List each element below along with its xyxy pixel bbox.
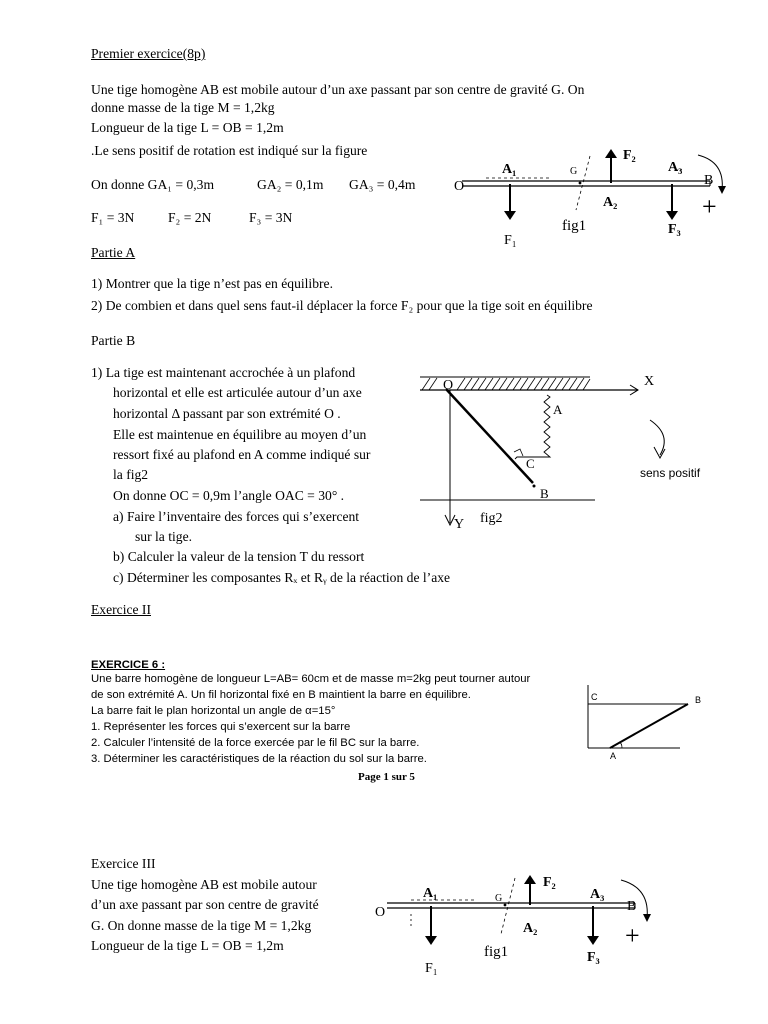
exercise1-title: Premier exercice(8p) (91, 46, 206, 61)
fig3-diagram (365, 862, 665, 980)
exercise3-title: Exercice III (91, 856, 156, 871)
fig2-label-O: O (443, 378, 454, 393)
page-number: Page 1 sur 5 (358, 771, 415, 783)
fig3-label-G: G (495, 893, 503, 904)
fig1-label-B: B (704, 173, 714, 188)
fig3-label-A1: A₁ (423, 886, 438, 901)
ex1-line2: donne masse de la tige M = 1,2kg (91, 100, 275, 115)
fig2-point-B (533, 485, 536, 488)
fig1-label-O: O (454, 179, 465, 194)
partB-b: b) Calculer la valeur de la tension T du ressort (113, 549, 365, 564)
ex1-ga1: On donne GA₁ = 0,3m (91, 177, 215, 192)
fig1-axis-line (576, 156, 590, 210)
fig2-label-C: C (526, 456, 535, 471)
fig1-label-F2: F₂ (623, 148, 636, 163)
ex3-line4: Longueur de la tige L = OB = 1,2m (91, 938, 284, 953)
ex3-line1: Une tige homogène AB est mobile autour (91, 877, 317, 892)
ex6-line3: La barre fait le plan horizontal un angle de α=15° (91, 705, 336, 717)
fig1-label-G: G (570, 166, 578, 177)
ex6-label-A: A (610, 751, 617, 761)
ex3-line2: d’un axe passant par son centre de gravité (91, 897, 319, 912)
fig2-label-A: A (553, 402, 563, 417)
fig1-diagram (440, 140, 740, 255)
fig1-caption: fig1 (562, 218, 587, 234)
ex1-ga2: GA₂ = 0,1m (257, 177, 324, 192)
fig1-label-A2: A₂ (603, 195, 618, 210)
partB-line4: Elle est maintenue en équilibre au moyen d’un (113, 427, 367, 442)
ex1-line4: .Le sens positif de rotation est indiqué sur la figure (91, 143, 368, 158)
ex1-f1: F₁ = 3N (91, 210, 135, 225)
ex1-ga3: GA₃ = 0,4m (349, 177, 416, 192)
fig3-label-F1: F₁ (425, 961, 438, 976)
partB-c: c) Déterminer les composantes Rₓ et Rᵧ de la réaction de l’axe (113, 570, 451, 585)
ex6-figure (580, 680, 710, 765)
fig2-label-Y: Y (454, 517, 465, 532)
partB-a2: sur la tige. (135, 529, 193, 544)
ex6-bar (610, 704, 688, 748)
ex6-q3: 3. Déterminer les caractéristiques de la réaction du sol sur la barre. (91, 753, 427, 765)
partB-line5: ressort fixé au plafond en A comme indiqué sur (113, 447, 371, 462)
fig1-label-F1: F₁ (504, 233, 517, 248)
partA-q1: 1) Montrer que la tige n’est pas en équilibre. (91, 276, 333, 291)
ex3-line3: G. On donne masse de la tige M = 1,2kg (91, 918, 312, 933)
ex1-f2: F₂ = 2N (168, 210, 212, 225)
partB-line7: On donne OC = 0,9m l’angle OAC = 30° . (113, 488, 345, 503)
fig3-caption: fig1 (484, 944, 509, 960)
ex6-line2: de son extrémité A. Un fil horizontal fixé en B maintient la barre en équilibre. (91, 689, 471, 701)
fig1-label-A3: A₃ (668, 160, 683, 175)
fig3-label-F3: F₃ (587, 950, 600, 965)
ex6-label-C: C (591, 692, 598, 702)
fig1-point-G (579, 182, 582, 185)
fig2-label-X: X (644, 374, 655, 389)
ex6-line1: Une barre homogène de longueur L=AB= 60cm et de masse m=2kg peut tourner autour (91, 673, 531, 685)
fig2-rotation-arrow (650, 420, 664, 455)
fig1-plus-sign: + (702, 192, 717, 221)
fig2-diagram (410, 365, 720, 535)
ex1-f3: F₃ = 3N (249, 210, 293, 225)
fig2-rod (446, 389, 533, 483)
fig1-label-F3: F₃ (668, 222, 681, 237)
ex6-label-B: B (695, 695, 702, 705)
exercise2-title: Exercice II (91, 602, 151, 617)
partB-line1: 1) La tige est maintenant accrochée à un plafond (91, 365, 356, 380)
partA-title: Partie A (91, 245, 136, 260)
fig1-label-A1: A₁ (502, 162, 517, 177)
fig2-label-B: B (540, 486, 549, 501)
partB-line6: la fig2 (113, 467, 149, 482)
partB-title: Partie B (91, 333, 136, 348)
partB-a1: a) Faire l’inventaire des forces qui s’exercent (113, 509, 360, 524)
fig3-label-A2: A₂ (523, 921, 538, 936)
fig3-label-B: B (627, 899, 637, 914)
ex6-q2: 2. Calculer l’intensité de la force exercée par le fil BC sur la barre. (91, 737, 420, 749)
ex1-line3: Longueur de la tige L = OB = 1,2m (91, 120, 284, 135)
exercise6-title: EXERCICE 6 : (91, 659, 166, 671)
fig3-label-O: O (375, 905, 386, 920)
fig3-label-A3: A₃ (590, 887, 605, 902)
fig3-plus-sign: + (625, 921, 640, 950)
fig3-label-F2: F₂ (543, 875, 556, 890)
fig2-sens-positif: sens positif (640, 466, 701, 480)
ex6-q1: 1. Représenter les forces qui s’exercent sur la barre (91, 721, 351, 733)
partB-line2: horizontal et elle est articulée autour d’un axe (113, 385, 362, 400)
ex1-line1: Une tige homogène AB est mobile autour d’un axe passant par son centre de gravité G. On (91, 82, 585, 97)
partA-q2: 2) De combien et dans quel sens faut-il déplacer la force F₂ pour que la tige soit en équilibre (91, 298, 593, 313)
partB-line3: horizontal Δ passant par son extrémité O . (113, 406, 341, 421)
fig2-caption: fig2 (480, 511, 503, 526)
